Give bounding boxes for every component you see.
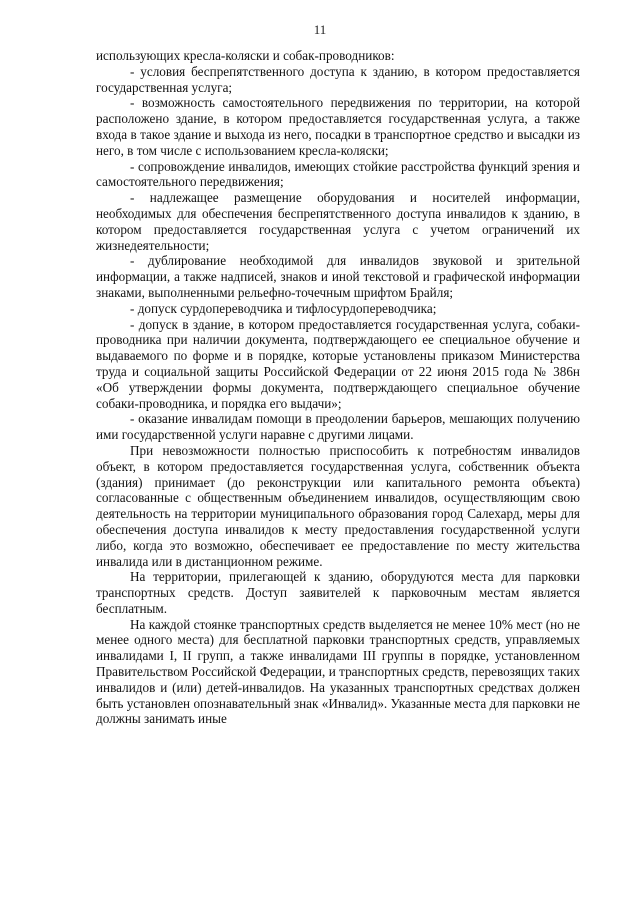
paragraph-parking-territory: На территории, прилегающей к зданию, оборудуются места для парковки транспортных средств. Доступ заявителей к парковочным местам является бесплатным.	[96, 569, 580, 616]
paragraph-intro-continuation: использующих кресла-коляски и собак-проводников:	[96, 48, 395, 63]
page-number: 11	[313, 22, 327, 37]
list-item-equipment-placement: - надлежащее размещение оборудования и носителей информации, необходимых для обеспечения беспрепятственного доступа инвалидов к зданию, в котором предоставляется государственная услуга с учетом ограничений их жизнедеятельности;	[96, 190, 580, 253]
document-body	[96, 48, 580, 727]
list-item-independent-movement: - возможность самостоятельного передвижения по территории, на которой расположено здание, в котором предоставляется государственная услуга, а также входа в такое здание и выхода из него, посадки в транспортное средство и высадки из него, в том числе с использованием кресла-коляски;	[96, 95, 580, 158]
list-item-braille-duplication: - дублирование необходимой для инвалидов звуковой и зрительной информации, а также надписей, знаков и иной текстовой и графической информации знаками, выполненными рельефно-точечным шрифтом Брайля;	[96, 253, 580, 300]
list-item-guide-dog: - допуск в здание, в котором предоставляется государственная услуга, собаки-проводника при наличии документа, подтверждающего ее специальное обучение и выдаваемого по форме и в порядке, которые установлены приказом Министерства труда и социальной защиты Российской Федерации от 22 июня 2015 года № 386н «Об утверждении формы документа, подтверждающего специальное обучение собаки-проводника, и порядка его выдачи»;	[96, 316, 580, 411]
list-item-building-access: - условия беспрепятственного доступа к зданию, в котором предоставляется государственная услуга;	[96, 63, 580, 95]
list-item-escort: - сопровождение инвалидов, имеющих стойкие расстройства функций зрения и самостоятельного передвижения;	[96, 158, 580, 190]
list-item-sign-interpreter: - допуск сурдопереводчика и тифлосурдопереводчика;	[130, 300, 437, 316]
paragraph-accessibility-measures: При невозможности полностью приспособить к потребностям инвалидов объект, в котором предоставляется государственная услуга, собственник объекта (здания) принимает (до реконструкции или капитального ремонта объекта) согласованные с общественным объединением инвалидов, осуществляющим свою деятельность на территории муниципального образования город Салехард, меры для обеспечения доступа инвалидов к месту предоставления государственной услуги либо, когда это возможно, обеспечивает ее предоставление по месту жительства инвалида или в дистанционном режиме.	[96, 442, 580, 569]
paragraph-parking-disabled-spaces: На каждой стоянке транспортных средств выделяется не менее 10% мест (но не менее одного места) для бесплатной парковки транспортных средств, управляемых инвалидами I, II групп, а также инвалидами III группы в порядке, установленном Правительством Российской Федерации, и транспортных средств, перевозящих таких инвалидов и (или) детей-инвалидов. На указанных транспортных средствах должен быть установлен опознавательный знак «Инвалид». Указанные места для парковки не должны занимать иные	[96, 616, 580, 727]
list-item-barrier-assistance: - оказание инвалидам помощи в преодолении барьеров, мешающих получению ими государственной услуги наравне с другими лицами.	[96, 411, 580, 443]
